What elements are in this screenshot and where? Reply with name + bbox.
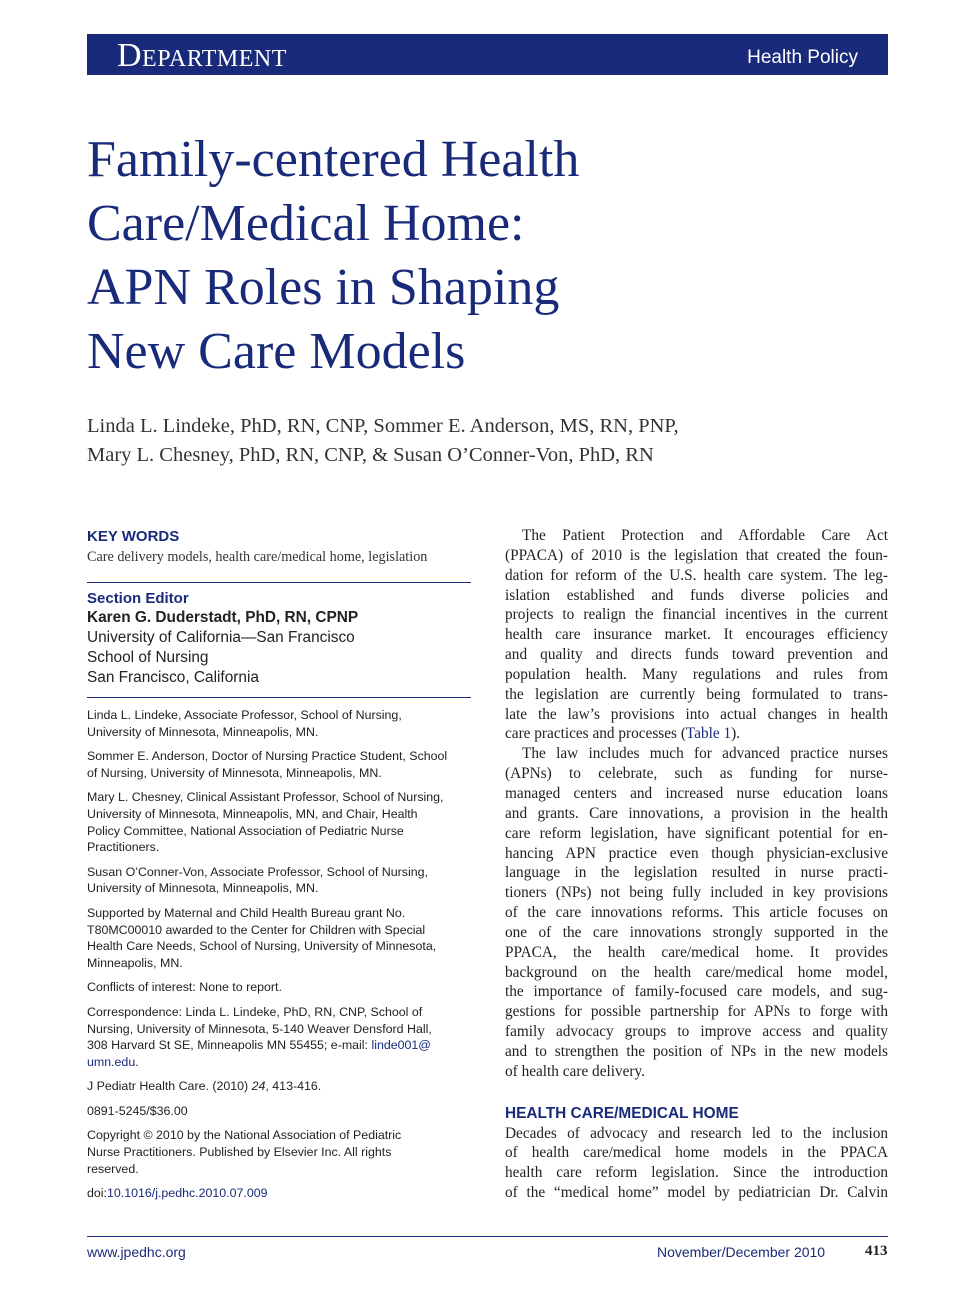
doi-label: doi: [87, 1186, 107, 1201]
body-line: and to strengthen the position of NPs in the new models [505, 1042, 888, 1060]
author-line: Linda L. Lindeke, PhD, RN, CNP, Sommer E. Anderson, MS, RN, PNP, [87, 415, 679, 437]
section-editor-affiliation: University of California—San Francisco [87, 629, 355, 646]
note-line: 0891-5245/$36.00 [87, 1103, 188, 1118]
note-line: T80MC00010 awarded to the Center for Children with Special [87, 922, 426, 937]
note-line: Policy Committee, National Association of Pediatric Nurse [87, 823, 404, 838]
section-name: Health Policy [747, 47, 858, 68]
note-line: of Nursing, University of Minnesota, Minneapolis, MN. [87, 765, 382, 780]
citation-note [87, 1078, 471, 1095]
section-editor-block [87, 608, 471, 688]
body-line: one of the care innovations strongly supported in the [505, 923, 888, 941]
body-text: ). [731, 725, 741, 743]
body-line: tioners (NPs) not being fully included in key provisions [505, 884, 888, 902]
body-line: population health. Many regulations and rules from [505, 665, 888, 683]
body-line: managed centers and increased nurse education loans [505, 784, 888, 802]
section-editor-affiliation: San Francisco, California [87, 669, 259, 686]
footer-divider [87, 1236, 888, 1237]
body-line: PPACA, the health care/medical home. It provides [505, 943, 888, 961]
note-line: Supported by Maternal and Child Health Bureau grant No. [87, 905, 406, 920]
author-note [87, 748, 471, 781]
note-line: Mary L. Chesney, Clinical Assistant Professor, School of Nursing, [87, 790, 444, 805]
issue-date: November/December 2010 [657, 1244, 826, 1260]
note-line: Nursing, University of Minnesota, 5-140 Weaver Densford Hall, [87, 1021, 432, 1036]
divider [87, 697, 471, 698]
body-line: gestions for possible partnership for APNs to forge with [505, 1003, 888, 1021]
journal-url[interactable]: www.jpedhc.org [87, 1244, 186, 1260]
body-line: care reform legislation, have significant potential for en- [505, 824, 888, 842]
body-line: the legislation are currently being formulated to trans- [505, 685, 888, 703]
note-line: Nurse Practitioners. Published by Elsevier Inc. All rights [87, 1145, 392, 1160]
body-line: Decades of advocacy and research led to the inclusion [505, 1124, 888, 1142]
title-line: Family-centered Health [87, 131, 580, 188]
table-1-link[interactable]: Table 1 [685, 725, 732, 743]
body-line: and quality and directs funds toward prevention and [505, 646, 888, 664]
doi-link[interactable]: 10.1016/j.pedhc.2010.07.009 [106, 1186, 268, 1201]
note-line: Susan O’Conner-Von, Associate Professor, School of Nursing, [87, 864, 428, 879]
body-line: dation for reform of the U.S. health care system. The leg- [505, 566, 888, 584]
body-line: of health care/medical home models in the PPACA [505, 1144, 888, 1162]
body-paragraph [505, 526, 888, 744]
left-column [87, 528, 471, 1210]
author-note [87, 864, 471, 897]
key-words-text: Care delivery models, health care/medical home, legislation [87, 549, 428, 565]
citation-text: J Pediatr Health Care. (2010) [87, 1079, 252, 1094]
note-line: Linda L. Lindeke, Associate Professor, School of Nursing, [87, 708, 402, 722]
note-line: Correspondence: Linda L. Lindeke, PhD, RN, CNP, School of [87, 1004, 423, 1019]
section-editor-name: Karen G. Duderstadt, PhD, RN, CPNP [87, 609, 359, 626]
title-line: APN Roles in Shaping [87, 259, 560, 316]
note-line: reserved. [87, 1161, 139, 1176]
note-line: Practitioners. [87, 840, 160, 855]
funding-note [87, 905, 471, 971]
department-header-bar [87, 34, 888, 75]
body-line: (APNs) to celebrate, such as funding for nurse- [505, 765, 888, 783]
conflicts-note [87, 979, 471, 996]
body-line: of health care delivery. [505, 1062, 646, 1080]
note-line: Minneapolis, MN. [87, 955, 183, 970]
body-paragraph [505, 744, 888, 1081]
author-notes [87, 707, 471, 1202]
note-line: University of Minnesota, Minneapolis, MN, and Chair, Health [87, 806, 418, 821]
body-text: care practices and processes ( [505, 725, 686, 743]
note-text: . [135, 1054, 139, 1069]
note-line: University of Minnesota, Minneapolis, MN. [87, 724, 319, 739]
body-line: the importance of family-focused care models, and sug- [505, 983, 888, 1001]
email-link[interactable]: linde001@ [371, 1038, 431, 1053]
body-line: hancing APN practice even though physician-exclusive [505, 844, 888, 862]
title-line: New Care Models [87, 323, 466, 380]
author-list [87, 412, 847, 470]
body-line: The Patient Protection and Affordable Care Act [522, 527, 888, 544]
body-line: late the law’s provisions into actual changes in health [505, 705, 888, 723]
section-editor-affiliation: School of Nursing [87, 649, 209, 666]
department-label: Department [117, 37, 287, 74]
copyright-note [87, 1127, 471, 1177]
citation-pages: , 413-416. [265, 1079, 322, 1094]
title-line: Care/Medical Home: [87, 195, 525, 252]
price-note [87, 1103, 471, 1120]
body-column [505, 526, 888, 1203]
section-editor-heading: Section Editor [87, 590, 189, 607]
note-line: University of Minnesota, Minneapolis, MN. [87, 881, 319, 896]
body-line: projects to realign the financial incentives in the current [505, 606, 888, 624]
note-text: 308 Harvard St SE, Minneapolis MN 55455; e-mail: [87, 1038, 372, 1053]
body-line [505, 724, 888, 744]
divider [87, 582, 471, 583]
body-line: islation established and funds diverse policies and [505, 586, 888, 604]
body-paragraph [505, 1124, 888, 1203]
section-heading: HEALTH CARE/MEDICAL HOME [505, 1104, 739, 1122]
body-line: of the care innovations reforms. This article focuses on [505, 904, 888, 922]
body-line: health care insurance market. It encourages efficiency [505, 626, 888, 644]
page-number: 413 [865, 1243, 888, 1259]
note-line [87, 1185, 471, 1202]
body-line: and grants. Care innovations, a provision in the health [505, 804, 888, 822]
note-line: Sommer E. Anderson, Doctor of Nursing Practice Student, School [87, 749, 448, 764]
body-line: family advocacy groups to improve access and quality [505, 1023, 888, 1041]
body-line: language in the legislation resulted in nurse practi- [505, 864, 888, 882]
author-note [87, 789, 471, 855]
note-line [87, 1078, 471, 1095]
article-title [87, 128, 767, 384]
note-line [87, 1037, 471, 1054]
note-line: Conflicts of interest: None to report. [87, 980, 282, 995]
author-note [87, 707, 471, 740]
author-line: Mary L. Chesney, PhD, RN, CNP, & Susan O’Conner-Von, PhD, RN [87, 444, 654, 466]
body-line: (PPACA) of 2010 is the legislation that created the foun- [505, 546, 888, 564]
body-line: background on the health care/medical home model, [505, 963, 888, 981]
note-line [87, 1054, 471, 1071]
body-line: of the “medical home” model by pediatrician Dr. Calvin [505, 1184, 888, 1202]
body-line: health care reform legislation. Since the introduction [505, 1164, 888, 1182]
key-words-heading: KEY WORDS [87, 528, 180, 545]
email-link-continued[interactable]: umn.edu [87, 1054, 136, 1069]
correspondence-note [87, 1004, 471, 1070]
doi-note [87, 1185, 471, 1202]
citation-volume: 24 [251, 1079, 266, 1094]
body-line: The law includes much for advanced practice nurses [522, 745, 888, 763]
note-line: Health Care Needs, School of Nursing, University of Minnesota, [87, 939, 437, 954]
note-line: Copyright © 2010 by the National Association of Pediatric [87, 1128, 402, 1143]
